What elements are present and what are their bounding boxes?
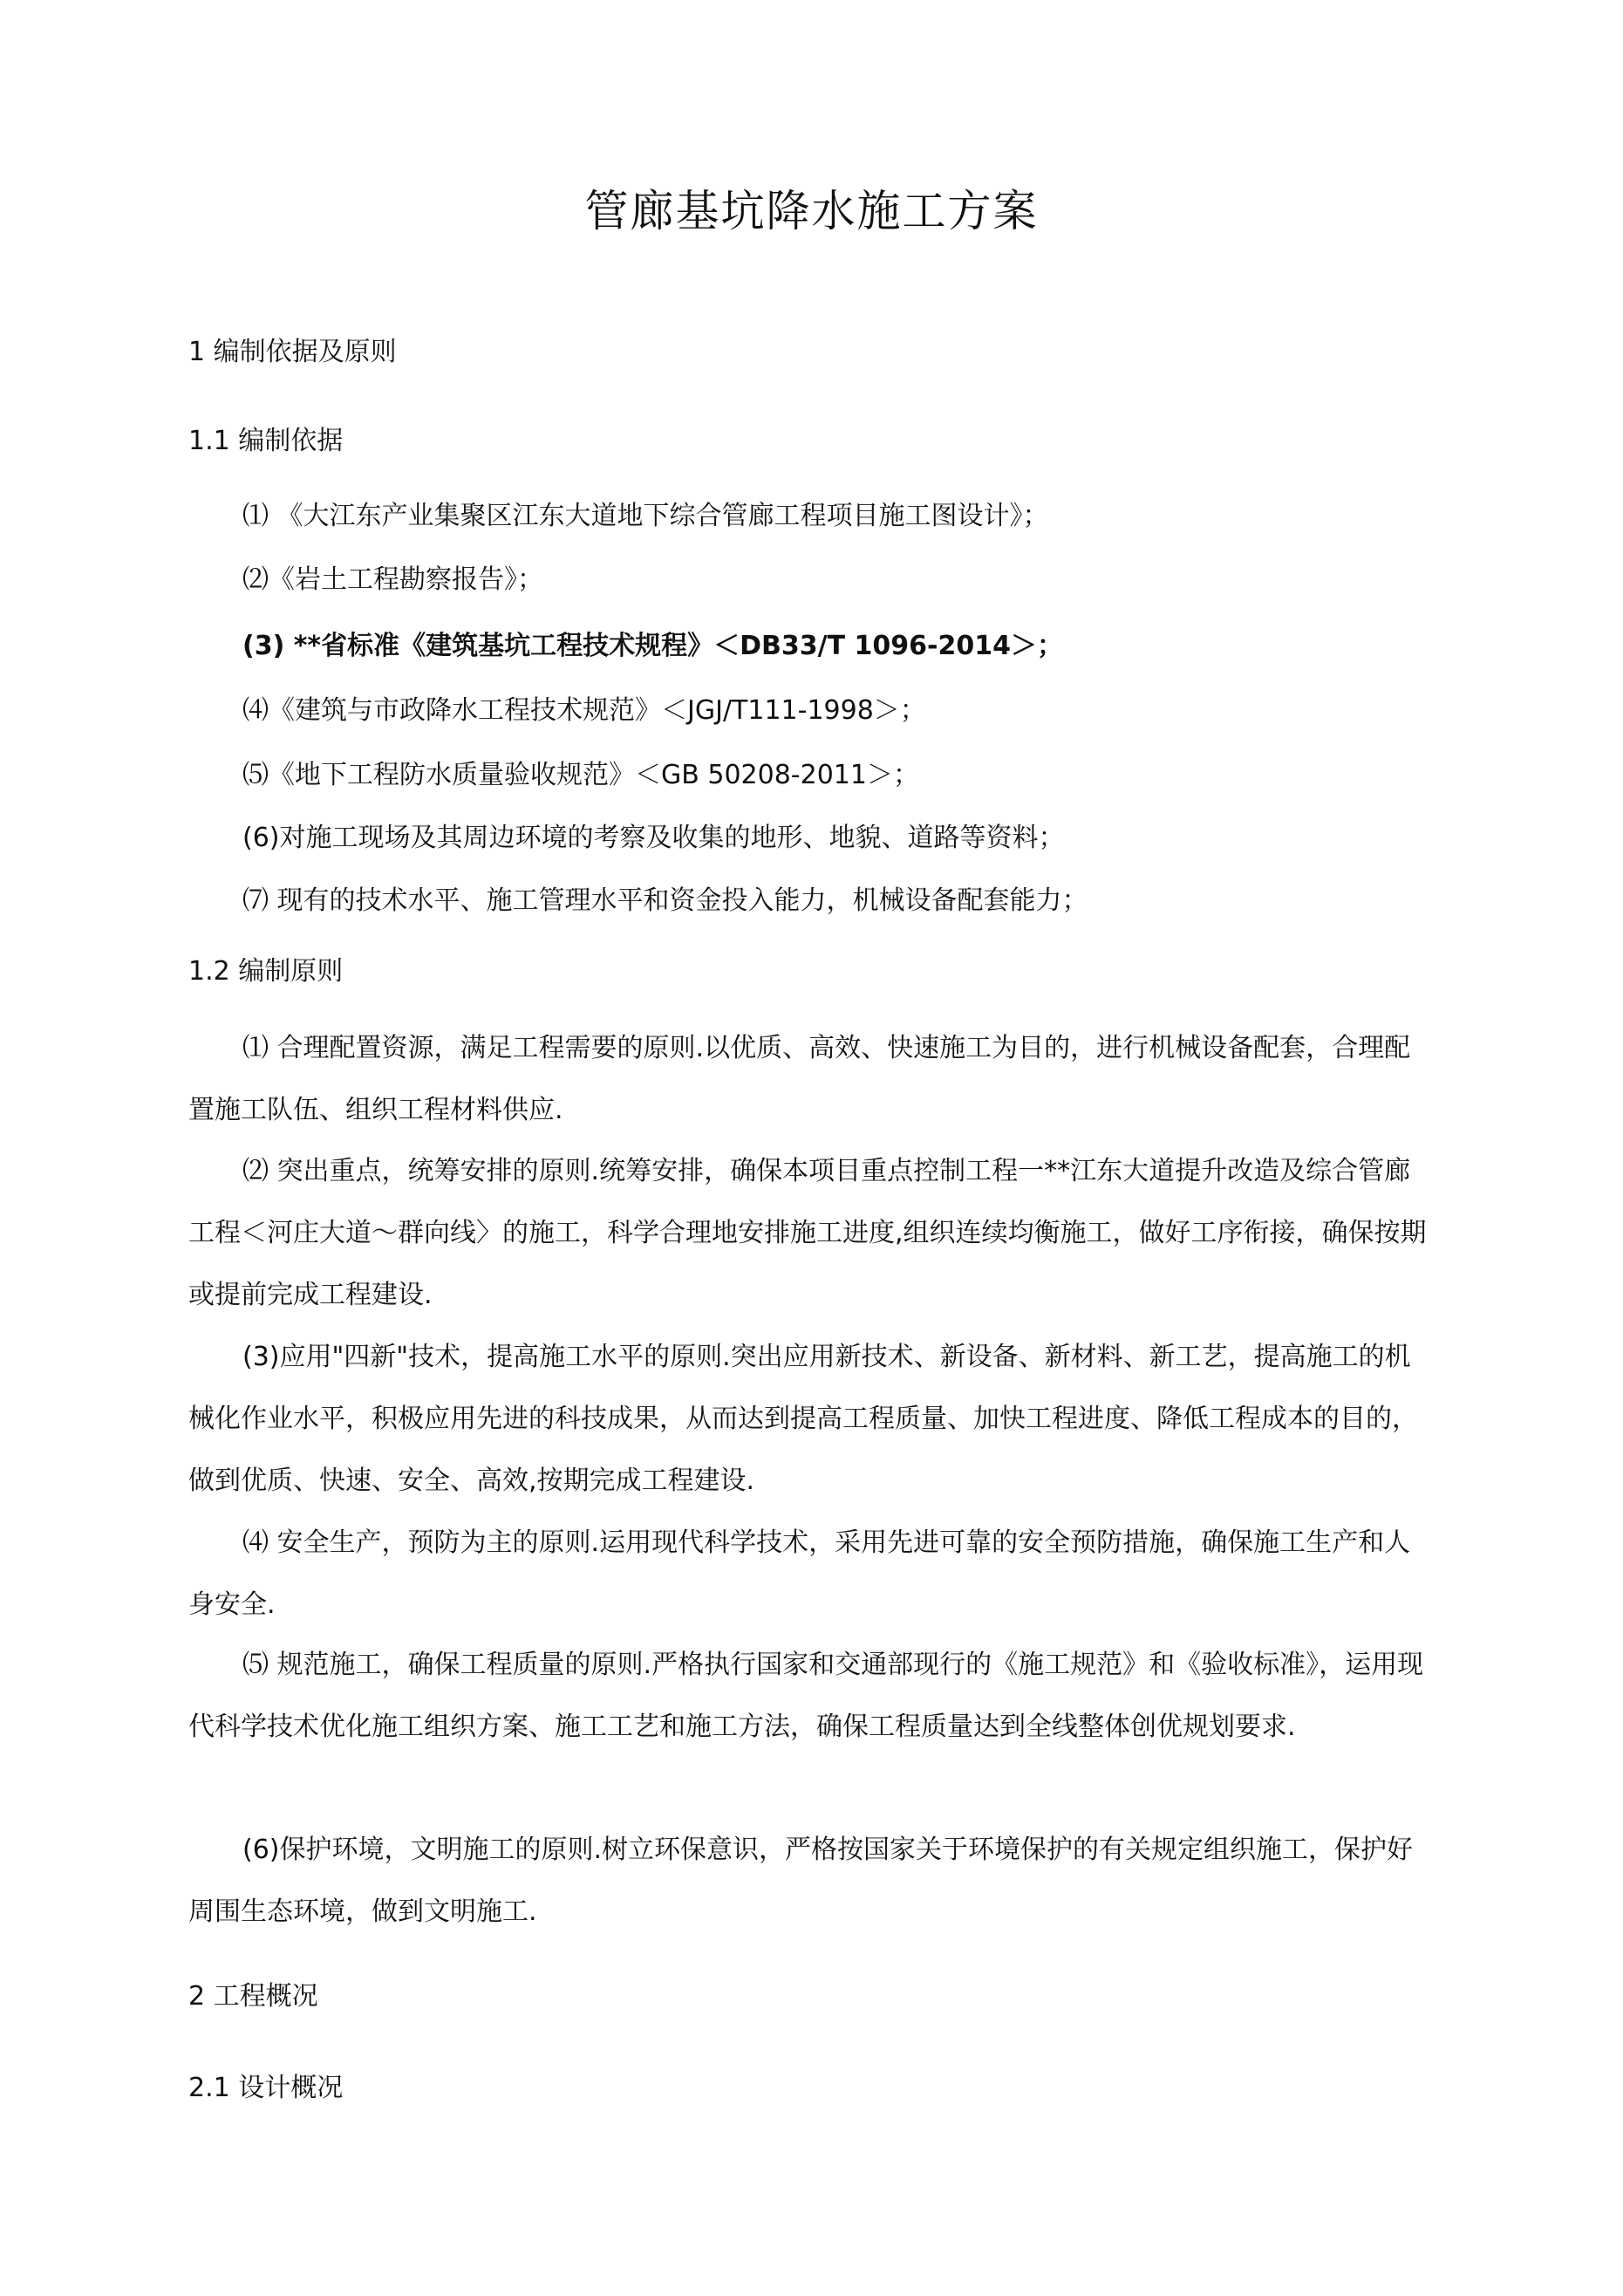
principle-paragraph-5: ⑸ 规范施工，确保工程质量的原则.严格执行国家和交通部现行的《施工规范》和《验收标准》，运用现代科学技术优化施工组织方案、施工工艺和施工方法，确保工程质量达到全线整体创优规划要求. xyxy=(188,1650,1424,1742)
basis-item-2: ⑵《岩土工程勘察报告》； xyxy=(242,564,543,595)
section-2-1-heading: 2.1 设计概况 xyxy=(188,2073,344,2103)
basis-item-7: ⑺ 现有的技术水平、施工管理水平和资金投入能力，机械设备配套能力； xyxy=(242,885,1088,916)
principle-paragraph-6: (6)保护环境，文明施工的原则.树立环保意识，严格按国家关于环境保护的有关规定组织施工，保护好周围生态环境，做到文明施工. xyxy=(188,1835,1414,1927)
section-1-heading: 1 编制依据及原则 xyxy=(188,337,397,367)
basis-item-1: ⑴ 《大江东产业集聚区江东大道地下综合管廊工程项目施工图设计》； xyxy=(242,501,1049,531)
principle-paragraph-1: ⑴ 合理配置资源，满足工程需要的原则.以优质、高效、快速施工为目的，进行机械设备配套，合理配置施工队伍、组织工程材料供应. xyxy=(188,1033,1411,1125)
section-1-2-heading: 1.2 编制原则 xyxy=(188,956,344,987)
basis-item-5: ⑸《地下工程防水质量验收规范》＜GB 50208-2011＞； xyxy=(242,760,919,790)
section-1-1-heading: 1.1 编制依据 xyxy=(188,426,344,456)
basis-item-6: (6)对施工现场及其周边环境的考察及收集的地形、地貌、道路等资料； xyxy=(242,823,1065,853)
section-2-heading: 2 工程概况 xyxy=(188,1981,318,2012)
basis-item-4: ⑷《建筑与市政降水工程技术规范》＜JGJ/T111-1998＞； xyxy=(242,695,926,726)
principle-paragraph-4: ⑷ 安全生产，预防为主的原则.运用现代科学技术，采用先进可靠的安全预防措施，确保施工生产和人身安全. xyxy=(188,1527,1411,1620)
basis-item-3: (3) **省标准《建筑基坑工程技术规程》＜DB33/T 1096-2014＞； xyxy=(242,631,1063,661)
document-title: 管廊基坑降水施工方案 xyxy=(584,186,1039,236)
principle-paragraph-3: (3)应用"四新"技术，提高施工水平的原则.突出应用新技术、新设备、新材料、新工艺，提高施工的机械化作业水平，积极应用先进的科技成果，从而达到提高工程质量、加快工程进度、降低工程成本的目的，做到优质、快速、安全、高效,按期完成工程建设. xyxy=(188,1342,1418,1496)
principle-paragraph-2: ⑵ 突出重点，统筹安排的原则.统筹安排，确保本项目重点控制工程一**江东大道提升改造及综合管廊工程＜河庄大道〜群向线〉的施工，科学合理地安排施工进度,组织连续均衡施工，做好工序衔接，确保按期或提前完成工程建设. xyxy=(188,1156,1427,1310)
